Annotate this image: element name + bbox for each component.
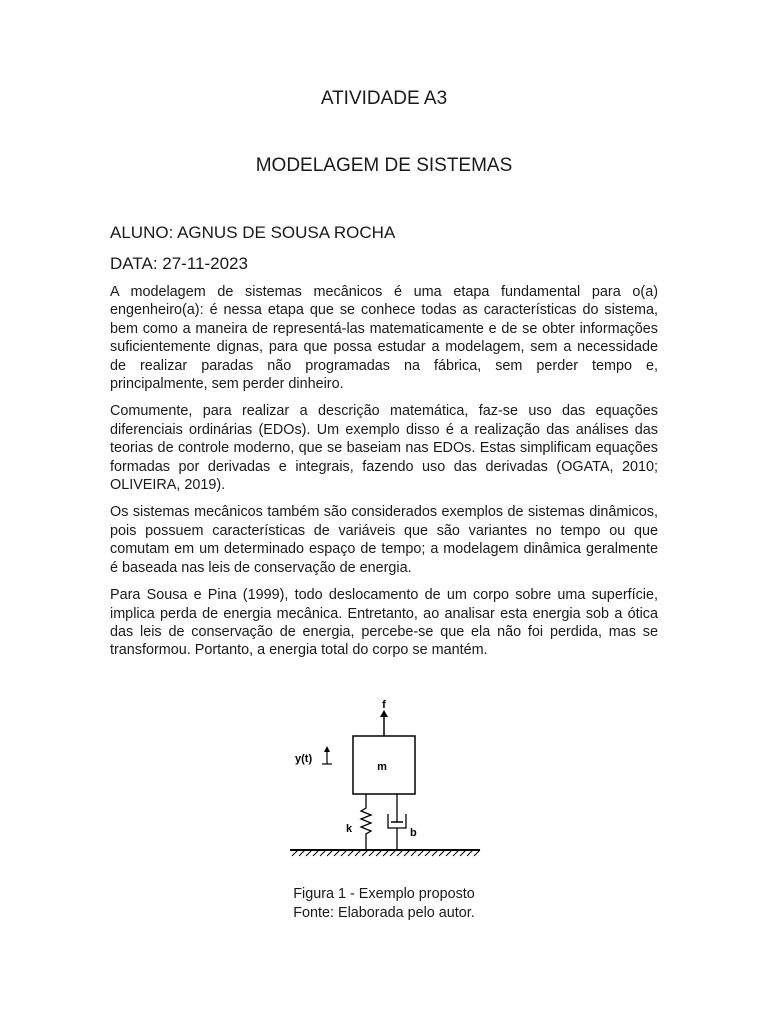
mass-spring-damper-diagram (284, 700, 484, 860)
figure-source: Fonte: Elaborada pelo autor. (293, 905, 475, 921)
displacement-arrowhead (324, 746, 330, 752)
spring-label: k (346, 823, 353, 835)
student-name: ALUNO: AGNUS DE SOUSA ROCHA (110, 223, 396, 242)
subject-title: MODELAGEM DE SISTEMAS (255, 155, 513, 176)
damper-label: b (410, 827, 417, 839)
paragraph: Para Sousa e Pina (1999), todo deslocamento de um corpo sobre uma superfície, implica perda de energia mecânica. Entretanto, ao analisar esta energia sob a ótica das leis de conservação de energia, percebe-se que ela não foi perdida, mas se transformou. Portanto, a energia total do corpo se mantém. (110, 587, 658, 659)
displacement-label: y(t) (295, 753, 313, 765)
paragraph: Comumente, para realizar a descrição matemática, faz-se uso das equações diferenciais ordinárias (EDOs). Um exemplo disso é a realização das análises das teorias de controle moderno, que se baseiam nas EDOs. Estas simplificam equações formadas por derivadas e integrais, fazendo uso das derivadas (OGATA, 2010; OLIVEIRA, 2019). (110, 403, 658, 494)
paragraph: A modelagem de sistemas mecânicos é uma etapa fundamental para o(a) engenheiro(a): é nessa etapa que se conhece todas as características do sistema, bem como a maneira de representá-las matematicamente e de se obter informações suficientemente dignas, para que possa estudar a modelagem, sem a necessidade de realizar paradas não programadas na fábrica, sem perder tempo e, principalmente, sem perder dinheiro. (110, 284, 658, 393)
figure-caption: Figura 1 - Exemplo proposto (293, 886, 475, 902)
force-arrowhead (380, 710, 388, 717)
document-date: DATA: 27-11-2023 (110, 254, 248, 273)
paragraph: Os sistemas mecânicos também são considerados exemplos de sistemas dinâmicos, pois possuem características de variáveis que são variantes no tempo ou que comutam em um determinado espaço de tempo; a modelagem dinâmica geralmente é baseada nas leis de conservação de energia. (110, 504, 658, 576)
mass-label: m (377, 761, 387, 773)
force-label: f (382, 700, 386, 711)
activity-title: ATIVIDADE A3 (320, 88, 448, 109)
spring (361, 794, 371, 850)
body-text (110, 283, 658, 669)
